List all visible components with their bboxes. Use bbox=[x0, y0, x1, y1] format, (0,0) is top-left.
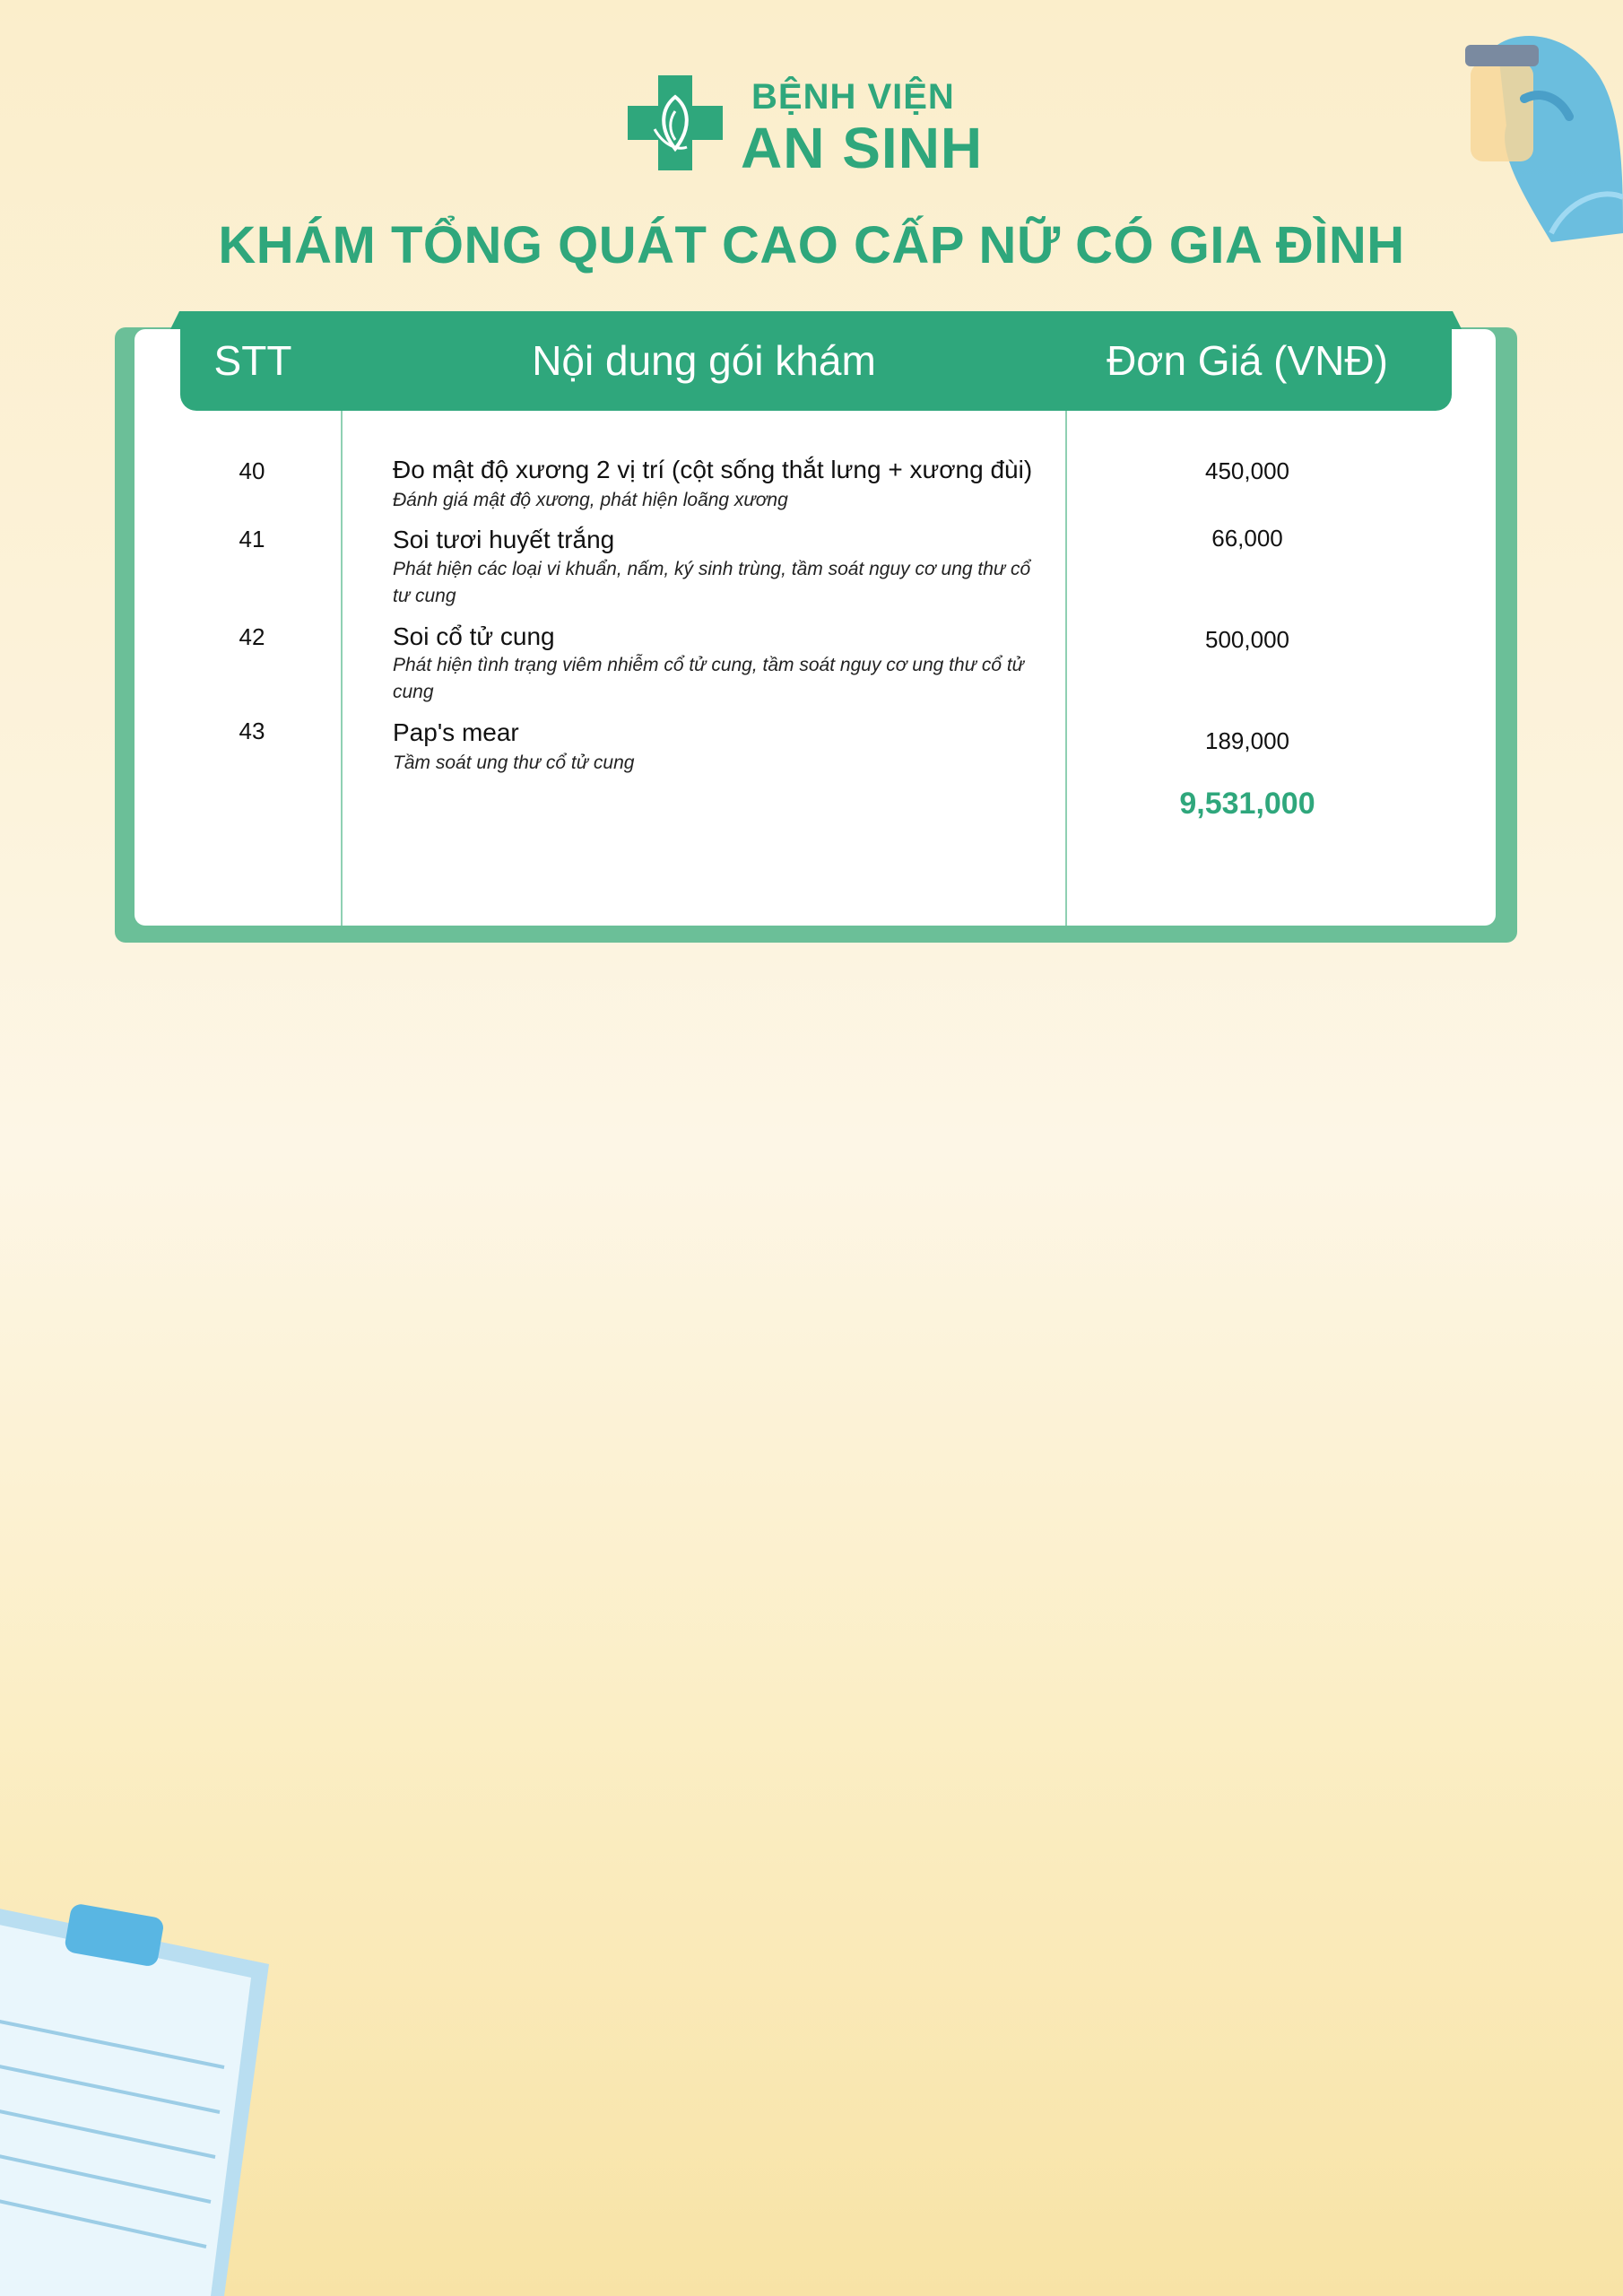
row-item-description: Phát hiện tình trạng viêm nhiễm cổ tử cung, tầm soát nguy cơ ung thư cổ tử cung bbox=[393, 655, 1024, 702]
row-item-name: Soi cổ tử cung bbox=[393, 622, 555, 650]
row-price: 189,000 bbox=[1205, 727, 1289, 754]
header-content: Nội dung gói khám bbox=[532, 337, 876, 384]
page-title: KHÁM TỔNG QUÁT CAO CẤP NỮ CÓ GIA ĐÌNH bbox=[218, 216, 1405, 274]
clipboard-illustration bbox=[0, 1866, 287, 2296]
header-stt: STT bbox=[213, 337, 292, 384]
row-item-description: Phát hiện các loại vi khuẩn, nấm, ký sinh trùng, tầm soát nguy cơ ung thư cổ tư cung bbox=[393, 559, 1031, 606]
row-price: 66,000 bbox=[1211, 525, 1283, 552]
row-item-name: Đo mật độ xương 2 vị trí (cột sống thắt lưng + xương đùi) bbox=[393, 456, 1033, 483]
column-divider bbox=[341, 411, 343, 926]
row-stt: 43 bbox=[239, 718, 265, 744]
logo-text-line2: AN SINH bbox=[741, 116, 984, 180]
row-price: 450,000 bbox=[1205, 457, 1289, 484]
row-item-description: Tầm soát ung thư cổ tử cung bbox=[393, 752, 635, 773]
row-item-name: Soi tươi huyết trắng bbox=[393, 526, 615, 553]
row-price: 500,000 bbox=[1205, 626, 1289, 653]
table-header bbox=[180, 323, 1452, 411]
row-stt: 42 bbox=[239, 623, 265, 650]
total-price: 9,531,000 bbox=[1179, 787, 1315, 821]
row-item-name: Pap's mear bbox=[393, 718, 519, 746]
row-item-description: Đánh giá mật độ xương, phát hiện loãng xương bbox=[393, 490, 788, 510]
row-stt: 41 bbox=[239, 526, 265, 552]
medical-cross-leaf-icon bbox=[628, 75, 723, 170]
column-divider bbox=[1065, 411, 1067, 926]
row-stt: 40 bbox=[239, 457, 265, 484]
logo-text-line1: BỆNH VIỆN bbox=[751, 77, 955, 117]
hospital-logo bbox=[628, 75, 1004, 180]
header-price: Đơn Giá (VNĐ) bbox=[1107, 337, 1388, 384]
